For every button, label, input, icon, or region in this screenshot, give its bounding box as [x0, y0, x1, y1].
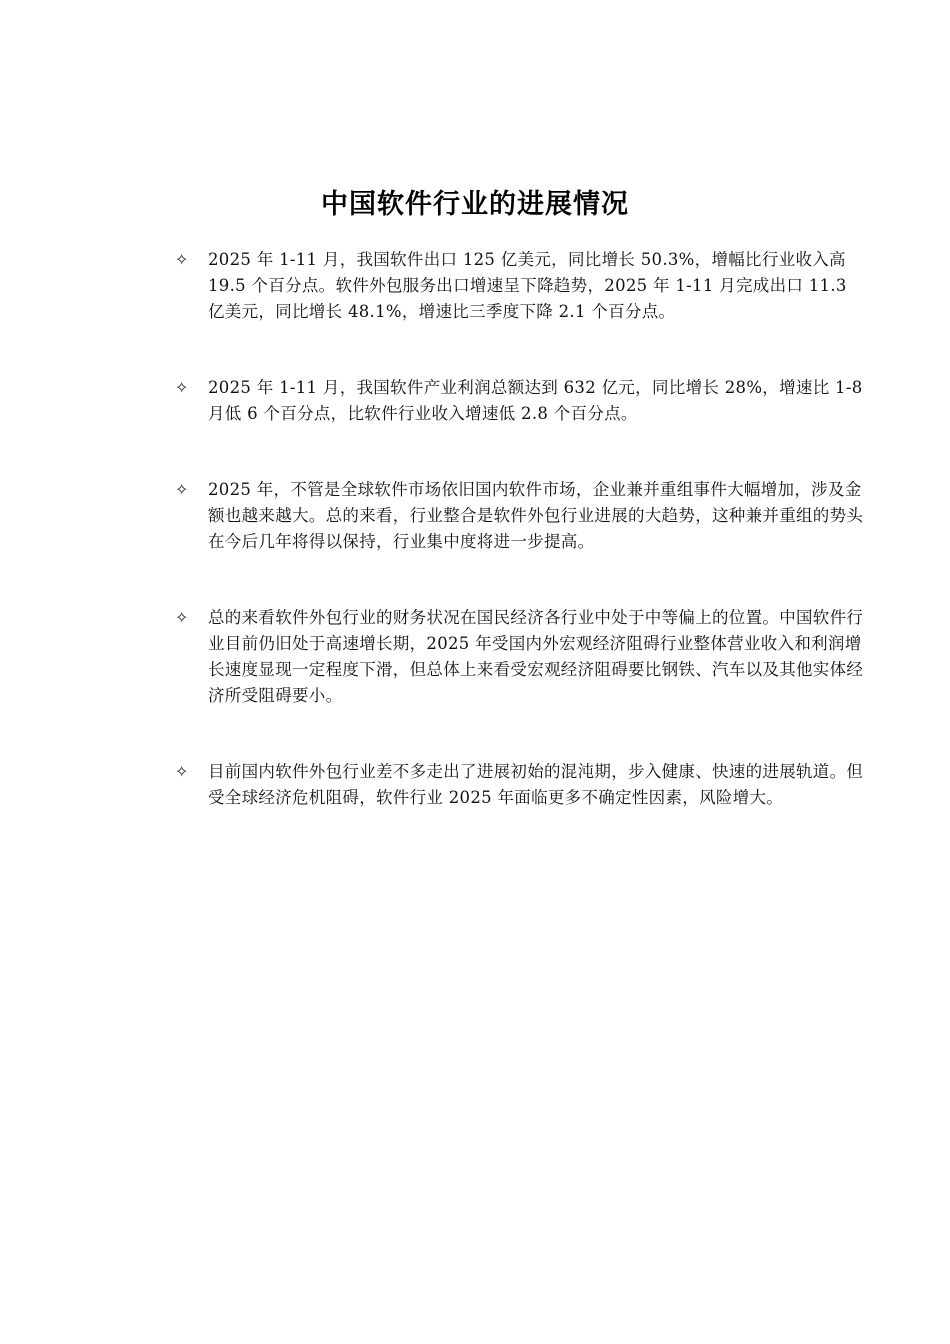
list-item-text: 2025 年，不管是全球软件市场依旧国内软件市场，企业兼并重组事件大幅增加，涉及金额也越来越大。总的来看，行业整合是软件外包行业进展的大趋势，这种兼并重组的势头在今后几年将得以保持，行业集中度将进一步提高。	[208, 480, 864, 551]
diamond-outline-icon: ✧	[175, 378, 189, 397]
list-item	[175, 247, 865, 325]
list-item-text: 总的来看软件外包行业的财务状况在国民经济各行业中处于中等偏上的位置。中国软件行业目前仍旧处于高速增长期，2025 年受国内外宏观经济阻碍行业整体营业收入和利润增长速度显现一定程度下滑，但总体上来看受宏观经济阻碍要比钢铁、汽车以及其他实体经济所受阻碍要小。	[208, 608, 864, 705]
diamond-outline-icon: ✧	[175, 762, 189, 781]
bullet-list	[175, 247, 865, 811]
list-item	[175, 759, 865, 811]
diamond-outline-icon: ✧	[175, 250, 189, 269]
diamond-outline-icon: ✧	[175, 608, 189, 627]
list-item	[175, 375, 865, 427]
diamond-outline-icon: ✧	[175, 480, 189, 499]
list-item-text: 2025 年 1-11 月，我国软件出口 125 亿美元，同比增长 50.3%，增幅比行业收入高 19.5 个百分点。软件外包服务出口增速呈下降趋势，2025 年 1-11 月完成出口 11.3 亿美元，同比增长 48.1%，增速比三季度下降 2.1 个百分点。	[208, 250, 847, 321]
list-item	[175, 605, 865, 709]
list-item-text: 2025 年 1-11 月，我国软件产业利润总额达到 632 亿元，同比增长 28%，增速比 1-8 月低 6 个百分点，比软件行业收入增速低 2.8 个百分点。	[208, 378, 863, 423]
page-title: 中国软件行业的进展情况	[321, 189, 629, 220]
list-item-text: 目前国内软件外包行业差不多走出了进展初始的混沌期，步入健康、快速的进展轨道。但受全球经济危机阻碍，软件行业 2025 年面临更多不确定性因素，风险增大。	[208, 762, 864, 807]
list-item	[175, 477, 865, 555]
